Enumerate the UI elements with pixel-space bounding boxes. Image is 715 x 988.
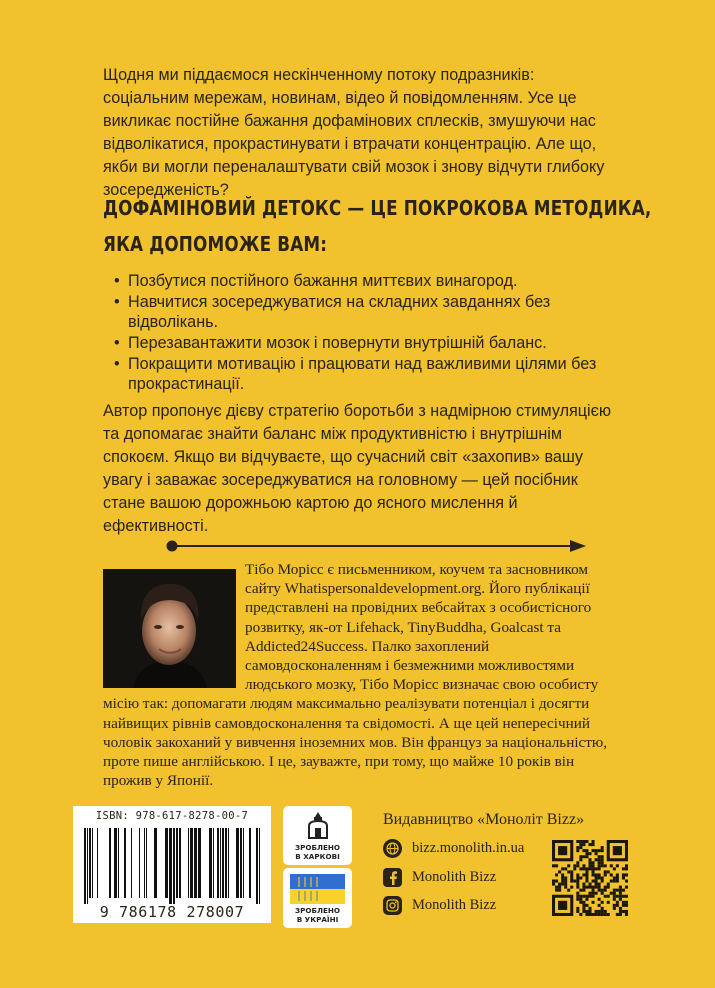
isbn-label: ISBN: 978-617-8278-00-7: [95, 810, 249, 822]
benefits-list: [103, 271, 603, 395]
kharkiv-caption-2: В ХАРКОВІ: [295, 852, 340, 861]
author-bio: [103, 560, 623, 790]
ukraine-caption-2: В УКРАЇНІ: [296, 915, 339, 924]
kharkiv-caption-1: ЗРОБЛЕНО: [295, 843, 340, 852]
benefit-item: • Перезавантажити мозок і повернути внутрішній баланс.: [103, 333, 603, 353]
barcode-box: [73, 806, 271, 923]
ukraine-flag-icon: [290, 874, 345, 904]
facebook-icon: [383, 868, 402, 887]
instagram-link[interactable]: [383, 896, 496, 915]
benefit-item: • Позбутися постійного бажання миттєвих винагород.: [103, 271, 603, 291]
publisher-name: Видавництво «Моноліт Bizz»: [383, 811, 585, 828]
benefit-item: • Навчитися зосереджуватися на складних завданнях без відволікань.: [103, 292, 603, 332]
ukraine-caption-1: ЗРОБЛЕНО: [295, 906, 340, 915]
author-bio-text: Тібо Морісс є письменником, коучем та засновником сайту Whatispersonaldevelopment.org. Його публікації представлені на провідних вебсайтах з особистісного розвитку, як-от Lifehack, TinyBuddha, Goalcast та Addicted24Success. Палко захоплений самовдосконаленням і безмежними можливостями людського мозку, Тібо Морісс визначає свою особисту місію так: допомагати людям максимально реалізувати потенціал і досягти найвищих рівнів самовдосконалення та свідомості. А ще цей непересічний чоловік закоханий у вивчення іноземних мов. Він француз за національністю, проте пише англійською. І це, зауважте, при тому, що майже 10 років він прожив у Японії.: [103, 561, 608, 790]
kharkiv-emblem-icon: [303, 810, 333, 840]
website-text: bizz.monolith.in.ua: [412, 840, 525, 856]
headline-line-2: ЯКА ДОПОМОЖЕ ВАМ:: [103, 232, 328, 256]
qr-code[interactable]: [552, 840, 628, 916]
instagram-icon: [383, 896, 402, 915]
benefit-item: • Покращити мотивацію і працювати над важливими цілями без прокрастинації.: [103, 354, 603, 394]
intro-paragraph: Щодня ми піддаємося нескінченному потоку подразників: соціальним мережам, новинам, відео й повідомленням. Усе це викликає постійне бажання дофамінових сплесків, змушуючи нас відволікатися, прокрастинувати і втрачати концентрацію. Але що, якби ви могли переналаштувати свій мозок і знову відчути глибоку зосередженість?: [103, 66, 605, 199]
barcode-bars: [84, 828, 260, 904]
facebook-text: Monolith Bizz: [412, 869, 497, 885]
website-link[interactable]: [383, 839, 524, 858]
instagram-text: Monolith Bizz: [412, 897, 497, 913]
arrow-divider: [166, 536, 588, 556]
globe-icon: [383, 839, 402, 858]
headline: [103, 190, 652, 262]
made-in-ukraine-badge: [283, 868, 352, 928]
facebook-link[interactable]: [383, 868, 496, 887]
headline-line-1: ДОФАМІНОВИЙ ДЕТОКС — ЦЕ ПОКРОКОВА МЕТОДИКА,: [103, 196, 652, 220]
barcode-digits: 9 786178 278007: [99, 903, 245, 921]
made-in-kharkiv-badge: [283, 806, 352, 865]
body-paragraph: Автор пропонує дієву стратегію боротьби з надмірною стимуляцією та допомагає знайти баланс між продуктивністю і внутрішнім спокоєм. Якщо ви відчуваєте, що сучасний світ «захопив» вашу увагу і заважає зосереджуватися на головному — цей посібник стане вашою дорожньою картою до ясного мислення й ефективності.: [103, 402, 612, 535]
